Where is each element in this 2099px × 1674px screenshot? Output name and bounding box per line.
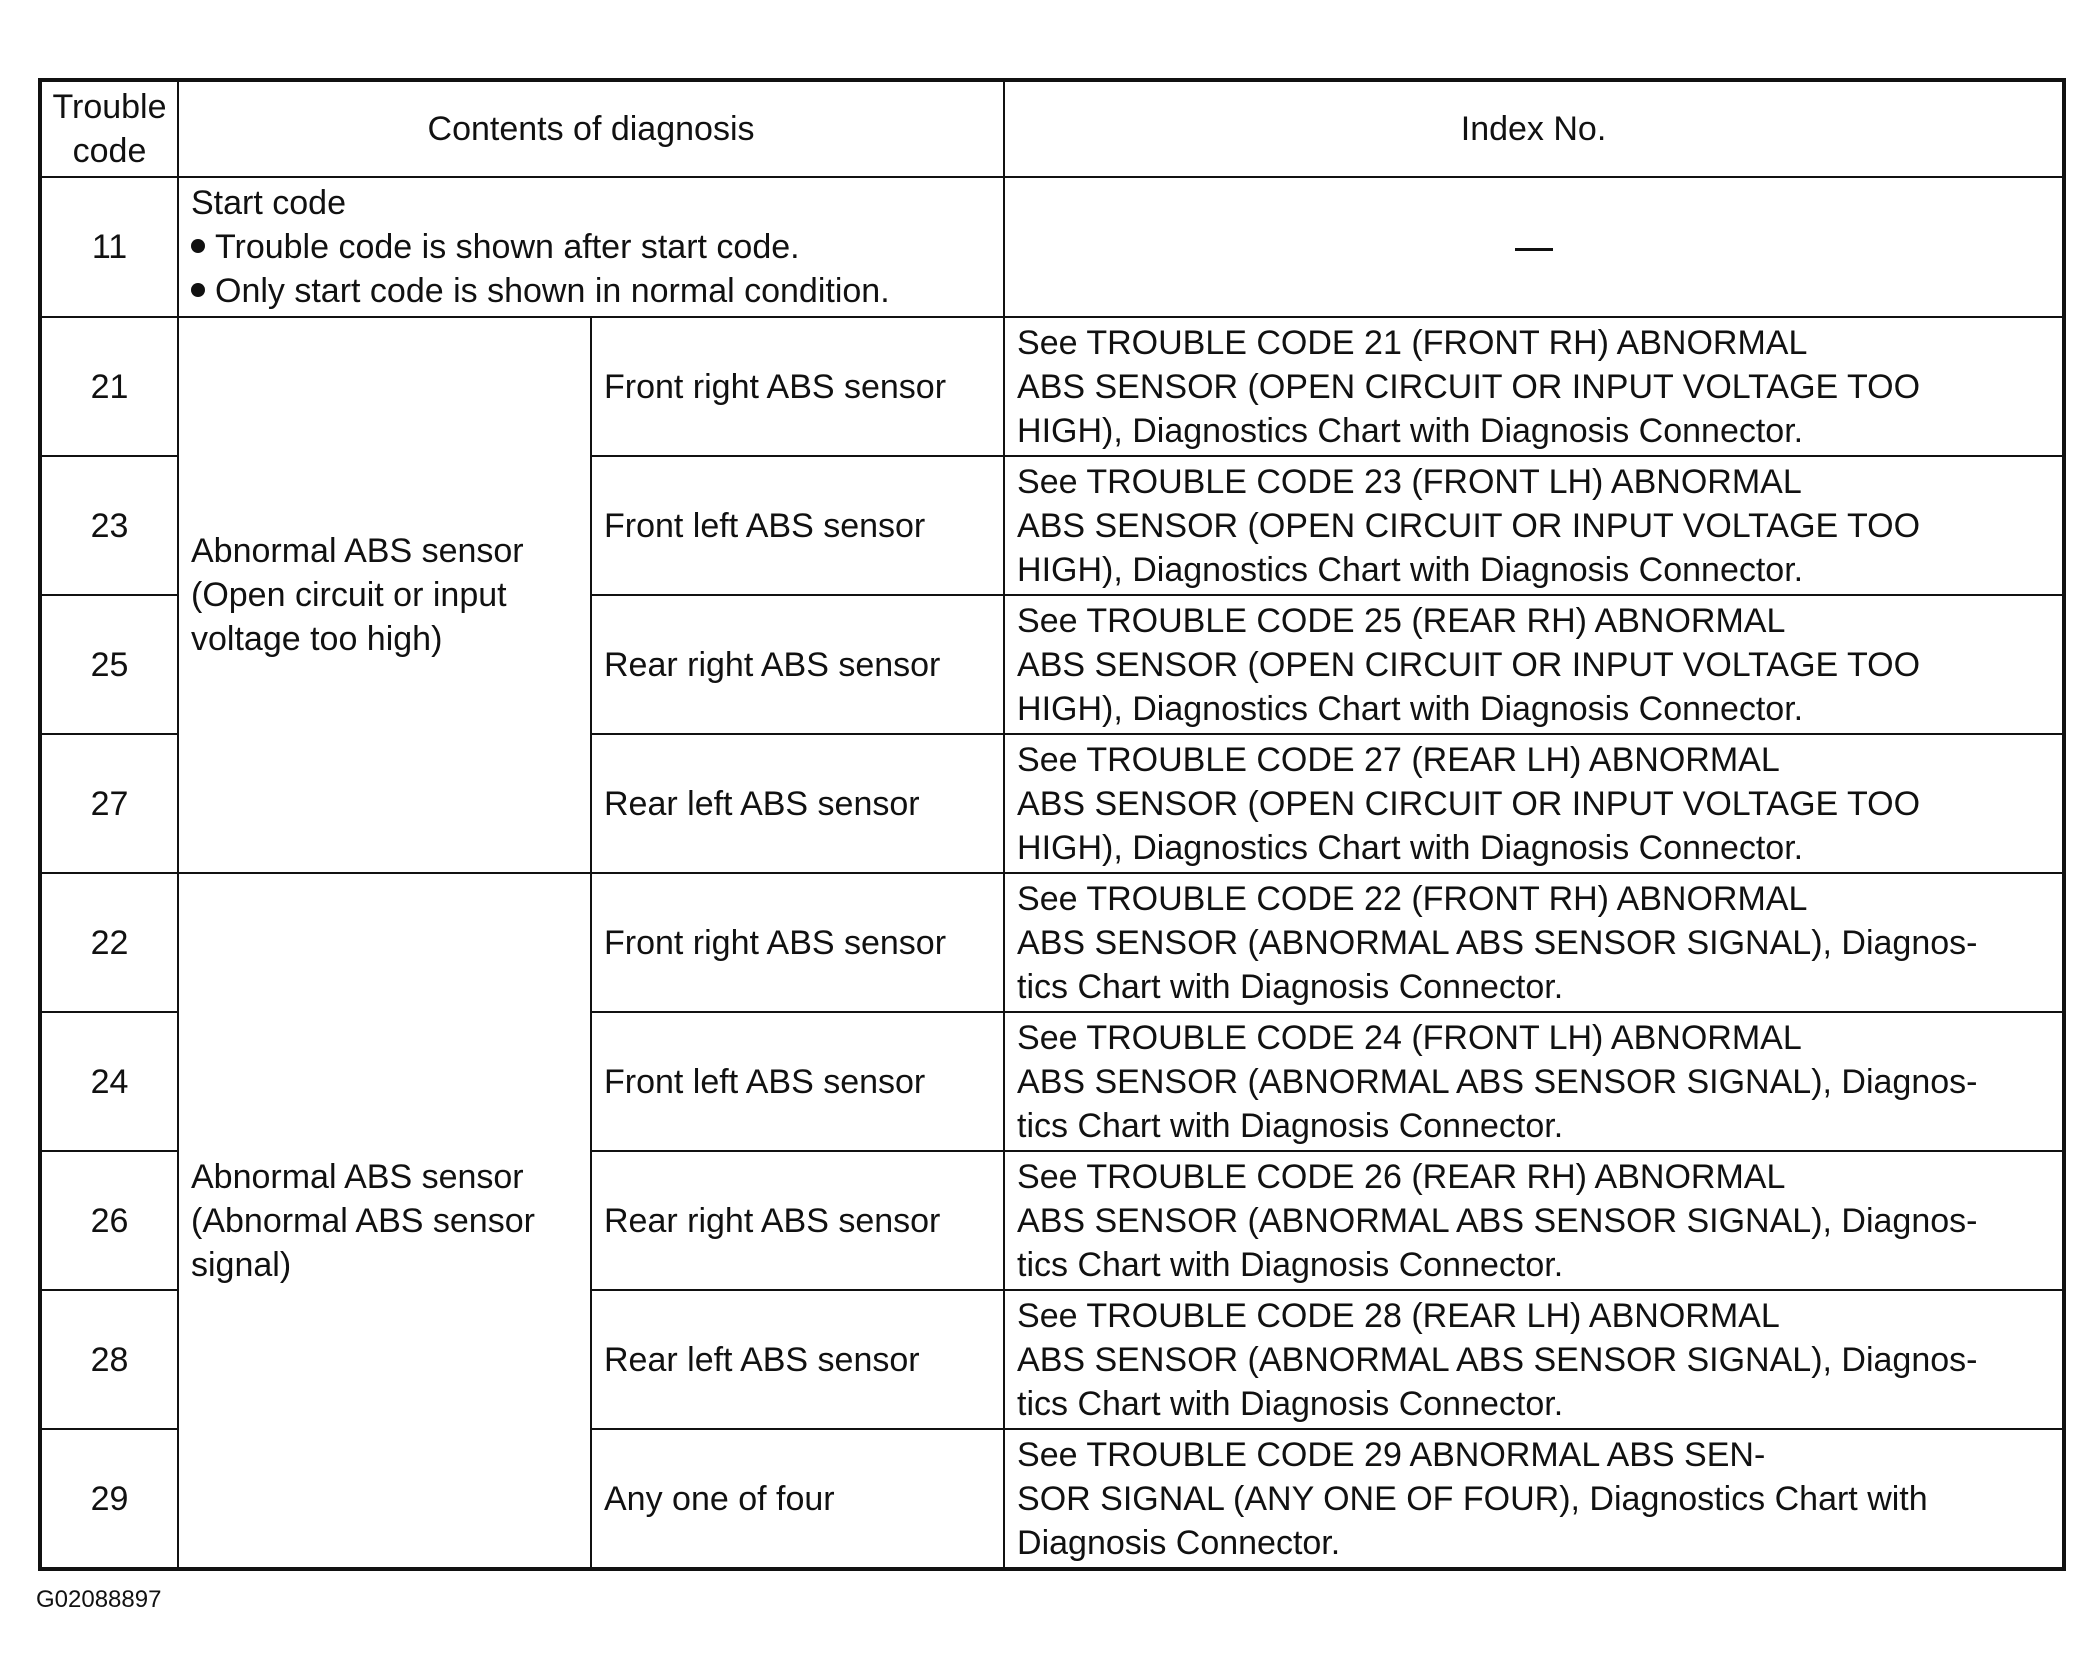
sensor-cell: Front left ABS sensor [591, 1012, 1004, 1151]
table-row [40, 873, 2064, 1012]
index-cell-empty [1004, 177, 2064, 317]
index-line: See TROUBLE CODE 22 (FRONT RH) ABNORMAL [1017, 879, 1808, 918]
index-line: ABS SENSOR (OPEN CIRCUIT OR INPUT VOLTAGE TOO [1017, 506, 1921, 545]
index-line: HIGH), Diagnostics Chart with Diagnosis Connector. [1017, 550, 1804, 589]
start-code-bullet-text: Trouble code is shown after start code. [215, 228, 800, 266]
header-contents: Contents of diagnosis [178, 80, 1004, 177]
header-trouble-code-line: Trouble [52, 88, 167, 126]
trouble-code-cell: 24 [40, 1012, 178, 1151]
index-line: ABS SENSOR (OPEN CIRCUIT OR INPUT VOLTAGE TOO [1017, 367, 1921, 406]
header-index: Index No. [1004, 80, 2064, 177]
trouble-code-cell: 11 [40, 177, 178, 317]
index-cell [1004, 1012, 2064, 1151]
index-line: See TROUBLE CODE 27 (REAR LH) ABNORMAL [1017, 740, 1780, 779]
start-code-bullet-item [191, 225, 995, 269]
group-label-line: Abnormal ABS sensor [191, 1157, 524, 1196]
group-label-line: voltage too high) [191, 620, 443, 658]
trouble-code-cell: 25 [40, 595, 178, 734]
index-line: See TROUBLE CODE 26 (REAR RH) ABNORMAL [1017, 1157, 1786, 1196]
trouble-code-cell: 27 [40, 734, 178, 873]
index-line: See TROUBLE CODE 25 (REAR RH) ABNORMAL [1017, 601, 1786, 640]
index-cell [1004, 1151, 2064, 1290]
figure-id-caption: G02088897 [36, 1586, 162, 1613]
sensor-cell: Front left ABS sensor [591, 456, 1004, 595]
group-label-line: signal) [191, 1245, 292, 1284]
bullet-icon [191, 283, 205, 297]
index-cell [1004, 873, 2064, 1012]
sensor-cell: Rear right ABS sensor [591, 595, 1004, 734]
trouble-code-table-container [38, 78, 2062, 1571]
index-cell [1004, 456, 2064, 595]
index-line: ABS SENSOR (OPEN CIRCUIT OR INPUT VOLTAGE TOO [1017, 645, 1921, 684]
index-line: HIGH), Diagnostics Chart with Diagnosis Connector. [1017, 828, 1804, 867]
header-trouble-code [40, 80, 178, 177]
index-line: SOR SIGNAL (ANY ONE OF FOUR), Diagnostics Chart with [1017, 1479, 1928, 1518]
sensor-cell: Any one of four [591, 1429, 1004, 1569]
index-cell [1004, 1290, 2064, 1429]
bullet-icon [191, 239, 205, 253]
sensor-cell: Rear left ABS sensor [591, 1290, 1004, 1429]
trouble-code-cell: 28 [40, 1290, 178, 1429]
start-code-bullet-item [191, 269, 995, 313]
index-cell [1004, 317, 2064, 456]
index-line: tics Chart with Diagnosis Connector. [1017, 967, 1564, 1006]
header-row [40, 80, 2064, 177]
index-cell [1004, 1429, 2064, 1569]
index-line: Diagnosis Connector. [1017, 1523, 1341, 1562]
header-trouble-code-line: code [72, 132, 147, 170]
sensor-cell: Front right ABS sensor [591, 873, 1004, 1012]
trouble-code-cell: 29 [40, 1429, 178, 1569]
index-line: ABS SENSOR (OPEN CIRCUIT OR INPUT VOLTAGE TOO [1017, 784, 1921, 823]
index-line: See TROUBLE CODE 28 (REAR LH) ABNORMAL [1017, 1296, 1780, 1335]
index-line: tics Chart with Diagnosis Connector. [1017, 1384, 1564, 1423]
index-line: See TROUBLE CODE 29 ABNORMAL ABS SEN- [1017, 1435, 1766, 1474]
start-code-title: Start code [191, 184, 346, 222]
index-cell [1004, 734, 2064, 873]
table-row-start-code [40, 177, 2064, 317]
table-row [40, 317, 2064, 456]
trouble-code-cell: 26 [40, 1151, 178, 1290]
group-label-line: Abnormal ABS sensor [191, 532, 524, 570]
index-line: HIGH), Diagnostics Chart with Diagnosis Connector. [1017, 411, 1804, 450]
index-line: HIGH), Diagnostics Chart with Diagnosis Connector. [1017, 689, 1804, 728]
index-line: See TROUBLE CODE 24 (FRONT LH) ABNORMAL [1017, 1018, 1802, 1057]
index-line: tics Chart with Diagnosis Connector. [1017, 1245, 1564, 1284]
index-cell [1004, 595, 2064, 734]
dash-icon [1515, 248, 1553, 251]
group-label-line: (Abnormal ABS sensor [191, 1201, 535, 1240]
trouble-code-cell: 22 [40, 873, 178, 1012]
index-line: ABS SENSOR (ABNORMAL ABS SENSOR SIGNAL), Diagnos- [1017, 923, 1978, 962]
sensor-cell: Front right ABS sensor [591, 317, 1004, 456]
start-code-description [178, 177, 1004, 317]
group-label-line: (Open circuit or input [191, 576, 507, 614]
index-line: ABS SENSOR (ABNORMAL ABS SENSOR SIGNAL), Diagnos- [1017, 1340, 1978, 1379]
sensor-cell: Rear right ABS sensor [591, 1151, 1004, 1290]
diagnosis-group-label [178, 317, 591, 873]
sensor-cell: Rear left ABS sensor [591, 734, 1004, 873]
trouble-code-table [38, 78, 2066, 1571]
index-line: tics Chart with Diagnosis Connector. [1017, 1106, 1564, 1145]
index-line: See TROUBLE CODE 21 (FRONT RH) ABNORMAL [1017, 323, 1808, 362]
index-line: ABS SENSOR (ABNORMAL ABS SENSOR SIGNAL), Diagnos- [1017, 1062, 1978, 1101]
index-line: ABS SENSOR (ABNORMAL ABS SENSOR SIGNAL), Diagnos- [1017, 1201, 1978, 1240]
trouble-code-cell: 23 [40, 456, 178, 595]
start-code-bullet-text: Only start code is shown in normal condition. [215, 272, 890, 310]
diagnosis-group-label [178, 873, 591, 1569]
trouble-code-cell: 21 [40, 317, 178, 456]
index-line: See TROUBLE CODE 23 (FRONT LH) ABNORMAL [1017, 462, 1802, 501]
